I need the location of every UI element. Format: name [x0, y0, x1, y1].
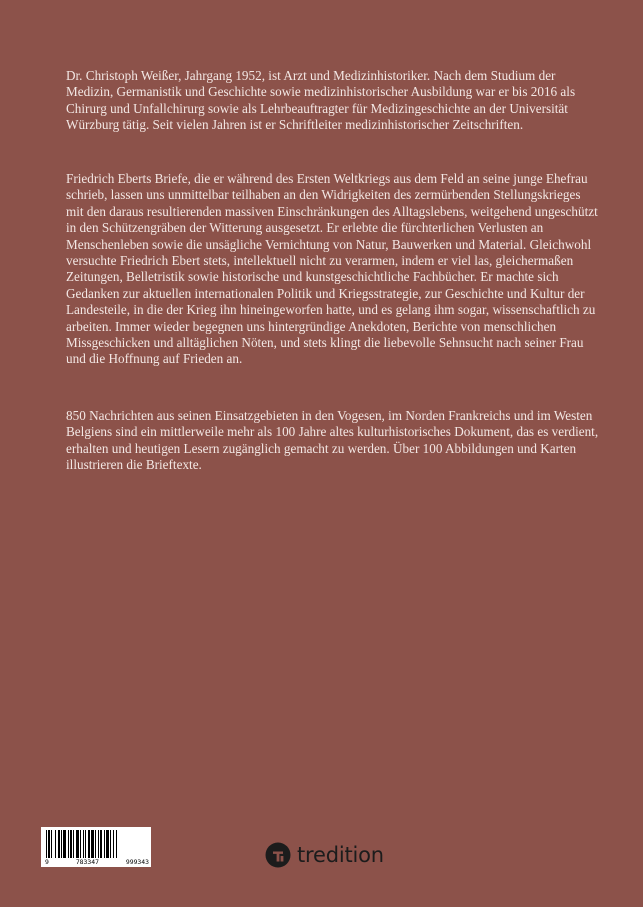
author-bio — [66, 68, 600, 134]
barcode-digit-group-1: 783347 — [75, 858, 99, 866]
barcode-bars — [46, 830, 146, 858]
barcode-digit-group-2: 999343 — [125, 858, 149, 866]
book-description — [66, 171, 600, 368]
book-summary — [66, 408, 600, 474]
barcode-digits — [45, 858, 149, 866]
book-summary-text: 850 Nachrichten aus seinen Einsatzgebieten in den Vogesen, im Norden Frankreichs und im Westen Belgiens sind ein mittlerweile mehr als 100 Jahre altes kulturhistorisches Dokument, das es verdient, erhalten und heutigen Lesern zugänglich gemacht zu werden. Über 100 Abbildungen und Karten illustrieren die Brieftexte. — [66, 408, 599, 473]
publisher-logo — [265, 842, 384, 868]
publisher-name: tredition — [297, 843, 384, 867]
isbn-barcode — [41, 827, 151, 867]
author-bio-text: Dr. Christoph Weißer, Jahrgang 1952, ist Arzt und Medizinhistoriker. Nach dem Studium der Medizin, Germanistik und Geschichte sowie medizinhistorischer Ausbildung war er bis 2016 als Chirurg und Unfallchirurg sowie als Lehrbeauftragter für Medizingeschichte an der Universität Würzburg tätig. Seit vielen Jahren ist er Schriftleiter medizinhistorischer Zeitschriften. — [66, 68, 576, 133]
tredition-logo-icon — [265, 842, 291, 868]
barcode-digit-prefix: 9 — [45, 858, 49, 866]
book-description-text: Friedrich Eberts Briefe, die er während des Ersten Weltkriegs aus dem Feld an seine junge Ehefrau schrieb, lassen uns unmittelbar teilhaben an den Widrigkeiten des zermürbenden Stellungskrieges mit den daraus resultierenden massiven Einschränkungen des Alltagslebens, weitgehend ungeschützt in den Schützengräben der Witterung ausgesetzt. Er erlebte die fürchterlichen Verlusten an Menschenleben sowie die unsägliche Vernichtung von Natur, Bauwerken und Material. Gleichwohl versuchte Friedrich Ebert stets, intellektuell nicht zu verarmen, indem er viel las, gleichermaßen Zeitungen, Belletristik sowie historische und kunstgeschichtliche Fachbücher. Er machte sich Gedanken zur aktuellen internationalen Politik und Kriegsstrategie, zur Geschichte und Kultur der Landesteile, in die der Krieg ihn hineingeworfen hatte, und es gelang ihm sogar, wissenschaftlich zu arbeiten. Immer wieder begegnen uns hintergründige Anekdoten, Berichte von menschlichen Missgeschicken und alltäglichen Nöten, und stets klingt die liebevolle Sehnsucht nach seiner Frau und die Hoffnung auf Frieden an. — [66, 171, 598, 367]
